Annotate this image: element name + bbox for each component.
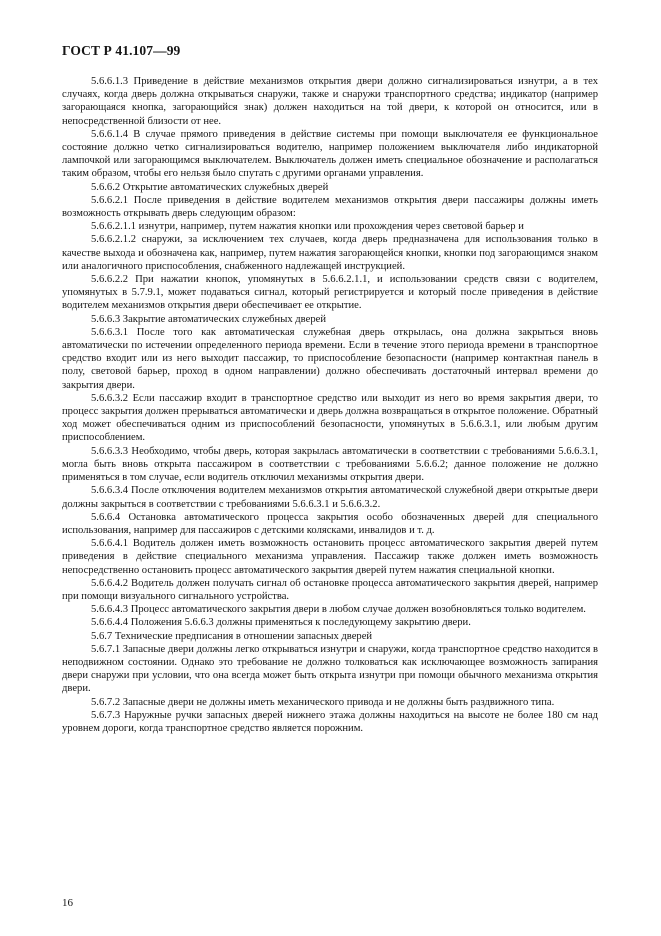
document-body bbox=[62, 75, 598, 735]
paragraph-5-6-6-3-4: 5.6.6.3.4 После отключения водителем механизмов открытия автоматической служебной двери открытые двери должны закрыться в соответствии с требованиями 5.6.6.3.1 и 5.6.6.3.2. bbox=[62, 485, 598, 510]
document-header: ГОСТ Р 41.107—99 bbox=[62, 43, 181, 58]
heading-5-6-6-3: 5.6.6.3 Закрытие автоматических служебных дверей bbox=[91, 313, 326, 325]
heading-5-6-6-2: 5.6.6.2 Открытие автоматических служебных дверей bbox=[91, 181, 329, 193]
paragraph-5-6-6-1-4: 5.6.6.1.4 В случае прямого приведения в действие системы при помощи выключателя ее функциональное состояние должно четко сигнализироваться водителю, например положением выключателя либо индикаторной лампочкой или загорающимся выключателем. Выключатель должен иметь специальное обозначение и располагаться таким образом, чтобы его нельзя было спутать с другими органами управления. bbox=[62, 128, 598, 180]
paragraph-5-6-6-3-1: 5.6.6.3.1 После того как автоматическая служебная дверь открылась, она должна закрыться вновь автоматически по истечении определенного периода времени. Если в течение этого периода времени в транспортное средство входит или из него выходит пассажир, то приспособление безопасности (например контактная панель в полу, световой барьер, проход в одном направлении) должно обеспечивать достаточный интервал времени до закрытия двери. bbox=[62, 326, 598, 391]
paragraph-5-6-6-2-2: 5.6.6.2.2 При нажатии кнопок, упомянутых в 5.6.6.2.1.1, и использовании средств связи с водителем, упомянутых в 5.7.9.1, может подаваться сигнал, который регистрируется и который после приведения в действие водителем механизмов открытия двери обеспечивает ее открытие. bbox=[62, 274, 598, 312]
paragraph-5-6-6-2-1-1: 5.6.6.2.1.1 изнутри, например, путем нажатия кнопки или прохождения через световой барьер и bbox=[91, 221, 524, 233]
paragraph-5-6-7-1: 5.6.7.1 Запасные двери должны легко открываться изнутри и снаружи, когда транспортное средство находится в неподвижном состоянии. Однако это требование не должно толковаться как исключающее возможность запирания двери снаружи при условии, что она всегда может быть открыта изнутри при помощи обычного механизма открытия двери. bbox=[62, 643, 598, 695]
paragraph-5-6-6-4: 5.6.6.4 Остановка автоматического процесса закрытия особо обозначенных дверей для специального использования, например для пассажиров с детскими колясками, инвалидов и т. д. bbox=[62, 511, 598, 536]
paragraph-5-6-6-1-3: 5.6.6.1.3 Приведение в действие механизмов открытия двери должно сигнализироваться изнутри, а в тех случаях, когда дверь должна открываться снаружи, также и снаружи транспортного средства; индикатор (например загорающаяся кнопка, загорающийся знак) должен находиться на той двери, к которой он относится, или в непосредственной близости от нее. bbox=[62, 76, 598, 127]
paragraph-5-6-6-4-4: 5.6.6.4.4 Положения 5.6.6.3 должны применяться к последующему закрытию двери. bbox=[91, 617, 471, 629]
paragraph-5-6-6-2-1-2: 5.6.6.2.1.2 снаружи, за исключением тех случаев, когда дверь предназначена для использования только в качестве выхода и обозначена как, например, путем нажатия загорающейся кнопки, кнопки под загорающимся знаком или аналогичного приспособления, снабженного надлежащей инструкцией. bbox=[62, 234, 598, 272]
paragraph-5-6-6-3-3: 5.6.6.3.3 Необходимо, чтобы дверь, которая закрылась автоматически в соответствии с требованиями 5.6.6.3.1, могла быть вновь открыта пассажиром в соответствии с требованиями 5.6.6.2; данное положение не должно применяться в том случае, если водитель отключил механизмы открытия двери. bbox=[62, 445, 598, 484]
paragraph-5-6-6-3-2: 5.6.6.3.2 Если пассажир входит в транспортное средство или выходит из него во время закрытия двери, то процесс закрытия должен прерываться автоматически и дверь должна возвращаться в открытое положение. Обратный ход может обеспечиваться одним из приспособлений безопасности, упомянутых в 5.6.6.3.1, или любым другим приспособлением. bbox=[62, 392, 598, 444]
paragraph-5-6-6-4-3: 5.6.6.4.3 Процесс автоматического закрытия двери в любом случае должен возобновляться только водителем. bbox=[91, 604, 586, 616]
heading-5-6-7: 5.6.7 Технические предписания в отношении запасных дверей bbox=[91, 630, 373, 642]
paragraph-5-6-7-2: 5.6.7.2 Запасные двери не должны иметь механического привода и не должны быть раздвижного типа. bbox=[91, 696, 555, 708]
paragraph-5-6-6-4-2: 5.6.6.4.2 Водитель должен получать сигнал об остановке процесса автоматического закрытия дверей, например при помощи визуального сигнального устройства. bbox=[62, 577, 598, 602]
page-number: 16 bbox=[62, 897, 73, 909]
paragraph-5-6-6-2-1: 5.6.6.2.1 После приведения в действие водителем механизмов открытия двери пассажиры должны иметь возможность открывать дверь следующим образом: bbox=[62, 194, 598, 220]
paragraph-5-6-6-4-1: 5.6.6.4.1 Водитель должен иметь возможность остановить процесс автоматического закрытия дверей путем приведения в действие специального механизма управления. Пассажир также должен иметь возможность непосредственно остановить процесс автоматического закрытия дверей путем нажатия специальной кнопки. bbox=[62, 538, 598, 576]
paragraph-5-6-7-3: 5.6.7.3 Наружные ручки запасных дверей нижнего этажа должны находиться на высоте не более 180 см над уровнем дороги, когда транспортное средство является порожним. bbox=[62, 709, 598, 734]
